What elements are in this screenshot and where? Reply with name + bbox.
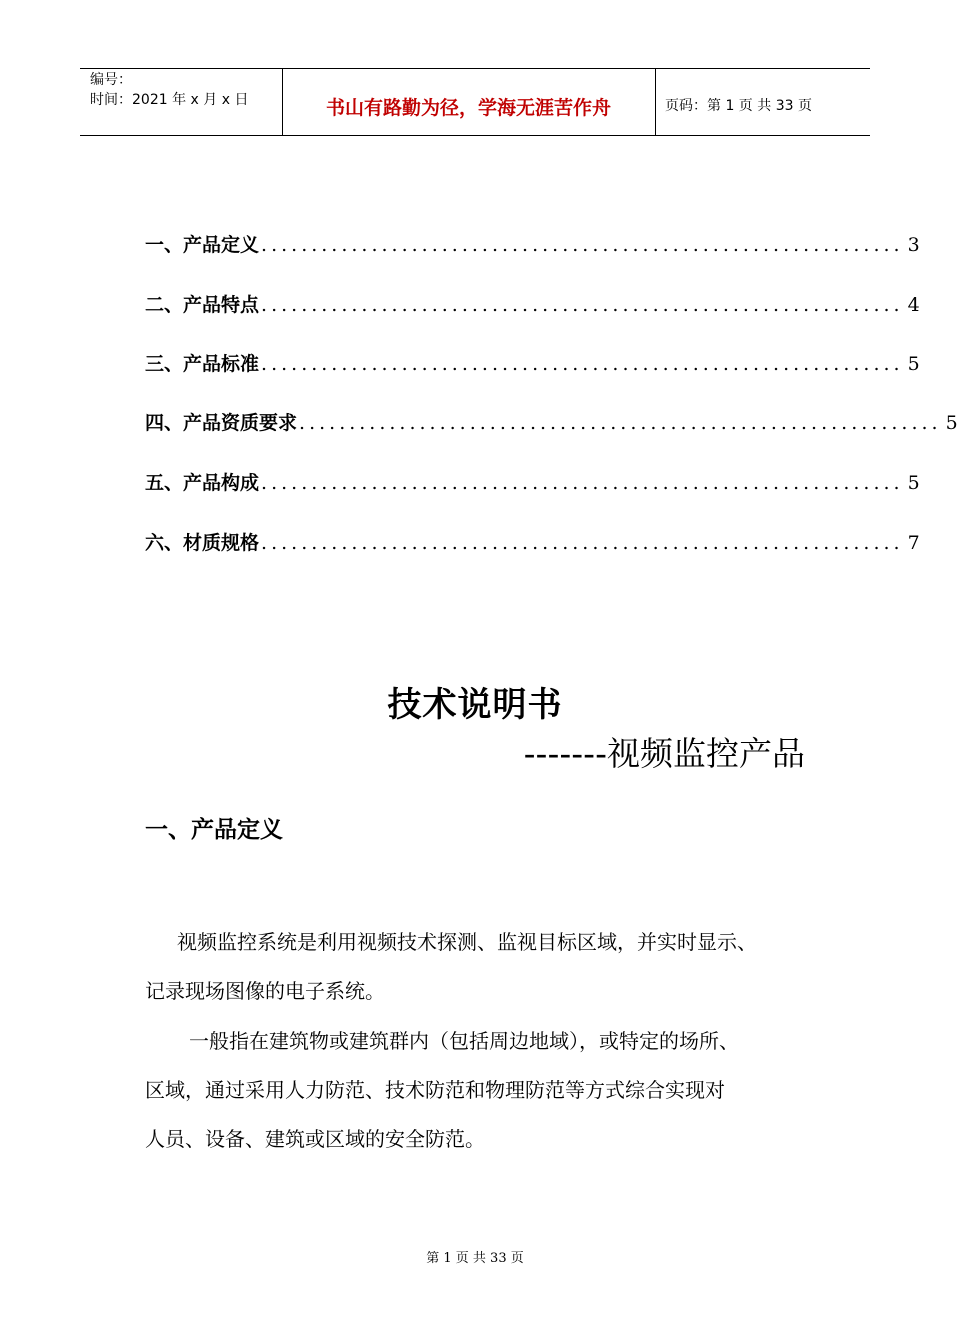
toc-entry-page: 5: [907, 353, 920, 375]
serial-label: 编号：: [90, 72, 132, 88]
toc-dot-leader: ................................................................: [261, 472, 904, 494]
toc-entry-page: 7: [907, 532, 920, 554]
document-subtitle: -------视频监控产品: [523, 734, 805, 773]
toc-entry-title: 产品资质要求: [183, 412, 298, 434]
header-info-cell: [80, 69, 283, 135]
page-header: [80, 68, 870, 136]
toc-entry-title: 产品特点: [183, 294, 260, 316]
paragraph-line: 一般指在建筑物或建筑群内（包括周边地域），或特定的场所、: [189, 1029, 739, 1053]
toc-entry-title: 材质规格: [183, 532, 260, 554]
toc-entry-page: 4: [907, 294, 920, 316]
document-title: 技术说明书: [387, 685, 563, 725]
toc-entry-title: 产品定义: [183, 234, 260, 256]
toc-entry-number: 二、: [145, 294, 184, 316]
toc-dot-leader: ................................................................: [261, 234, 904, 256]
page-footer: 第 1 页 共 33 页: [426, 1251, 524, 1266]
time-label: 时间：2021 年 x 月 x 日: [90, 92, 249, 108]
toc-entry-number: 六、: [145, 532, 184, 554]
toc-entry[interactable]: [145, 230, 920, 260]
toc-entry-page: 5: [907, 472, 920, 494]
paragraph-line: 记录现场图像的电子系统。: [145, 979, 385, 1003]
toc-entry-number: 三、: [145, 353, 184, 375]
section-heading: 一、产品定义: [145, 817, 283, 843]
paragraph-1: [145, 918, 815, 1016]
toc-entry[interactable]: [145, 349, 920, 379]
paragraph-line: 视频监控系统是利用视频技术探测、监视目标区域，并实时显示、: [177, 930, 757, 954]
paragraph-line: 人员、设备、建筑或区域的安全防范。: [145, 1127, 485, 1151]
toc-entry-page: 5: [945, 412, 958, 434]
paragraph-2: [145, 1017, 815, 1164]
toc-entry[interactable]: [145, 528, 920, 558]
toc-entry-number: 一、: [145, 234, 184, 256]
paragraph-line: 区域，通过采用人力防范、技术防范和物理防范等方式综合实现对: [145, 1078, 725, 1102]
toc-entry-number: 五、: [145, 472, 184, 494]
toc-entry[interactable]: [145, 408, 958, 438]
toc-entry[interactable]: [145, 290, 920, 320]
header-motto-cell: [282, 69, 656, 135]
header-page-cell: [655, 69, 870, 135]
page-code: 页码：第 1 页 共 33 页: [665, 98, 812, 114]
toc-dot-leader: ................................................................: [261, 532, 904, 554]
toc-entry-number: 四、: [145, 412, 184, 434]
toc-entry[interactable]: [145, 468, 920, 498]
toc-entry-title: 产品标准: [183, 353, 260, 375]
toc-entry-page: 3: [907, 234, 920, 256]
toc-dot-leader: ................................................................: [261, 294, 904, 316]
motto-text: 书山有路勤为径，学海无涯苦作舟: [325, 97, 611, 119]
toc-dot-leader: ................................................................: [261, 353, 904, 375]
toc-entry-title: 产品构成: [183, 472, 260, 494]
toc-dot-leader: ................................................................: [299, 412, 942, 434]
